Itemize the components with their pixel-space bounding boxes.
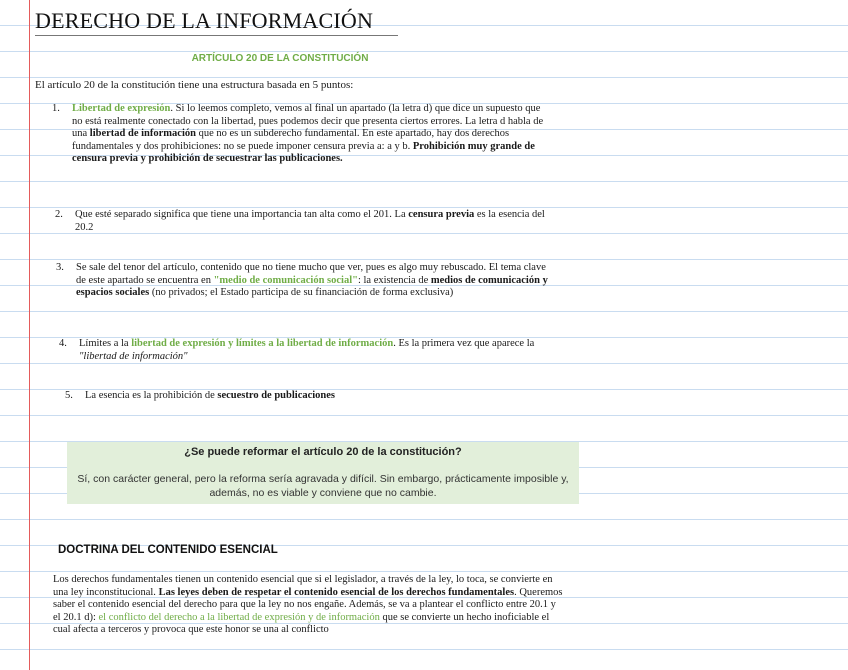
body-text: que no es un subderecho fundamental. En este apartado, hay dos derechos fundamentales y dos prohibiciones: no se puede imponer censura previa a: a y b.: [72, 128, 510, 152]
callout-question: ¿Se puede reformar el artículo 20 de la constitución?: [184, 446, 462, 458]
body-text: es la esencia del 20.2: [75, 209, 545, 233]
list-item-4: [59, 338, 549, 363]
body-text: Los derechos fundamentales tienen un contenido esencial que si el legislador, a través de la ley, lo toca, se convierte en una ley inconstitucional.: [53, 574, 553, 598]
section-heading: DOCTRINA DEL CONTENIDO ESENCIAL: [58, 544, 278, 556]
bold-text: secuestro de publicaciones: [217, 390, 336, 401]
body-text: . Si lo leemos completo, vemos al final un apartado (la letra d) que dice un supuesto que no está realmente conectado con la libertad, pues podemos decir que presenta ciertos errores. La letra d habla de una: [72, 103, 544, 139]
bold-text: Las leyes deben de respetar el contenido esencial de los derechos fundamentales: [158, 586, 515, 598]
body-text: (no privados; el Estado participa de su financiación de forma exclusiva): [149, 287, 454, 298]
list-number: 2.: [55, 209, 63, 220]
bold-text: medios de comunicación y espacios sociales: [76, 274, 548, 298]
title-underline: [35, 35, 398, 36]
body-text: La esencia es la prohibición de: [85, 390, 218, 401]
list-number: 5.: [65, 390, 73, 401]
question-callout-box: [67, 442, 579, 504]
body-text: . Es la primera vez que aparece la: [393, 338, 535, 349]
italic-text: "libertad de información": [79, 350, 188, 362]
bold-text: libertad de información: [89, 128, 196, 139]
bold-text: Prohibición muy grande de censura previa y prohibición de secuestrar las publicaciones.: [72, 140, 535, 164]
highlight-text: libertad de expresión y límites a la libertad de información: [131, 338, 394, 349]
list-item-1: [52, 103, 552, 166]
article-subtitle: ARTÍCULO 20 DE LA CONSTITUCIÓN: [191, 53, 369, 64]
intro-text: El artículo 20 de la constitución tiene una estructura basada en 5 puntos:: [35, 79, 354, 91]
callout-answer: Sí, con carácter general, pero la reforma sería agravada y difícil. Sin embargo, prácticamente imposible y, además, no es viable y conviene que no cambie.: [77, 473, 569, 499]
highlight-text: Libertad de expresión: [72, 103, 171, 114]
list-number: 1.: [52, 103, 60, 114]
bold-text: censura previa: [408, 209, 475, 220]
list-item-2: [55, 209, 555, 234]
list-item-5: [65, 390, 555, 403]
notebook-margin-line: [29, 0, 30, 670]
list-number: 3.: [56, 262, 64, 273]
body-text: Se sale del tenor del artículo, contenido que no tiene mucho que ver, pues es algo muy rebuscado. El tema clave de este apartado se encuentra en: [76, 262, 546, 286]
body-text: que se convierte un hecho inoficiable el cual afecta a terceros y provoca que este honor se una al conflicto: [53, 611, 550, 635]
page-title: DERECHO DE LA INFORMACIÓN: [35, 8, 374, 33]
body-text: . Queremos saber el contenido esencial del derecho para que la ley no nos engañe. Además, se va a plantear el conflicto entre 20.1 y el 20.1 d):: [53, 586, 563, 623]
list-item-3: [56, 262, 556, 300]
highlight-text: "medio de comunicación social": [213, 274, 358, 286]
highlight-text: el conflicto del derecho a la libertad de expresión y de información: [98, 611, 380, 623]
body-text: Límites a la: [79, 338, 132, 349]
section-paragraph: [53, 574, 565, 637]
body-text: Que esté separado significa que tiene una importancia tan alta como el 201. La: [75, 209, 409, 220]
list-number: 4.: [59, 338, 67, 349]
body-text: : la existencia de: [357, 274, 431, 286]
